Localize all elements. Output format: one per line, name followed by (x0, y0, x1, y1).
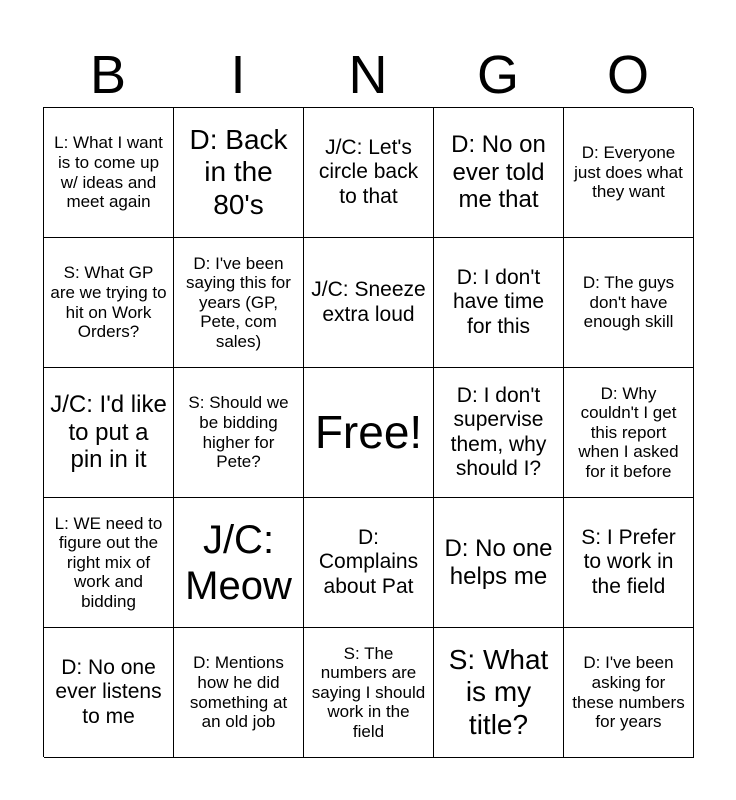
cell-text: D: No on ever told me that (451, 131, 546, 214)
bingo-header (43, 44, 693, 106)
cell-text: D: I don't have time for this (452, 266, 545, 338)
cell-text: S: I Prefer to work in the field (581, 526, 676, 598)
cell-text: L: What I want is to come up w/ ideas and meet again (54, 133, 163, 212)
bingo-cell-r4c5[interactable] (564, 498, 694, 628)
bingo-cell-r4c3[interactable] (304, 498, 434, 628)
cell-text: Free! (314, 406, 423, 459)
bingo-cell-r2c5[interactable] (564, 238, 694, 368)
bingo-cell-r4c2[interactable] (174, 498, 304, 628)
bingo-cell-r1c5[interactable] (564, 108, 694, 238)
bingo-cell-r1c4[interactable] (434, 108, 564, 238)
bingo-cell-r3c2[interactable] (174, 368, 304, 498)
bingo-board (43, 107, 693, 757)
cell-text: D: I don't supervise them, why should I? (450, 384, 547, 480)
cell-text: D: I've been saying this for years (GP, Pete, com sales) (186, 253, 291, 351)
bingo-cell-free[interactable] (304, 368, 434, 498)
cell-text: D: Back in the 80's (189, 124, 288, 220)
cell-text: J/C: I'd like to put a pin in it (50, 391, 167, 474)
cell-text: J/C: Let's circle back to that (318, 136, 419, 208)
bingo-cell-r5c5[interactable] (564, 628, 694, 758)
cell-text: D: The guys don't have enough skill (582, 273, 675, 332)
cell-text: L: WE need to figure out the right mix of work and bidding (54, 513, 163, 611)
header-letter-i: I (230, 45, 246, 105)
bingo-cell-r5c2[interactable] (174, 628, 304, 758)
cell-text: D: No one helps me (444, 534, 553, 590)
bingo-cell-r5c1[interactable] (44, 628, 174, 758)
cell-text: D: Everyone just does what they want (574, 143, 683, 202)
bingo-cell-r3c5[interactable] (564, 368, 694, 498)
header-letter-n: N (348, 45, 388, 105)
cell-text: S: What GP are we trying to hit on Work Orders? (50, 263, 167, 342)
cell-text: J/C: Meow (185, 517, 292, 608)
bingo-cell-r5c3[interactable] (304, 628, 434, 758)
bingo-cell-r2c2[interactable] (174, 238, 304, 368)
cell-text: D: I've been asking for these numbers for years (572, 653, 685, 732)
bingo-cell-r1c3[interactable] (304, 108, 434, 238)
cell-text: D: Why couldn't I get this report when I asked for it before (578, 383, 679, 481)
bingo-cell-r1c1[interactable] (44, 108, 174, 238)
bingo-cell-r1c2[interactable] (174, 108, 304, 238)
bingo-cell-r3c1[interactable] (44, 368, 174, 498)
bingo-cell-r4c1[interactable] (44, 498, 174, 628)
bingo-cell-r5c4[interactable] (434, 628, 564, 758)
cell-text: J/C: Sneeze extra loud (311, 278, 426, 326)
header-letter-g: G (476, 45, 519, 105)
cell-text: S: The numbers are saying I should work in the field (311, 643, 426, 741)
bingo-cell-r4c4[interactable] (434, 498, 564, 628)
cell-text: S: Should we be bidding higher for Pete? (188, 393, 289, 472)
cell-text: D: No one ever listens to me (55, 656, 162, 728)
cell-text: S: What is my title? (448, 644, 549, 740)
bingo-cell-r2c4[interactable] (434, 238, 564, 368)
header-letter-o: O (606, 45, 649, 105)
header-letter-b: B (89, 45, 127, 105)
bingo-cell-r2c1[interactable] (44, 238, 174, 368)
bingo-cell-r3c4[interactable] (434, 368, 564, 498)
cell-text: D: Mentions how he did something at an old job (189, 653, 288, 732)
bingo-cell-r2c3[interactable] (304, 238, 434, 368)
cell-text: D: Complains about Pat (318, 526, 419, 598)
